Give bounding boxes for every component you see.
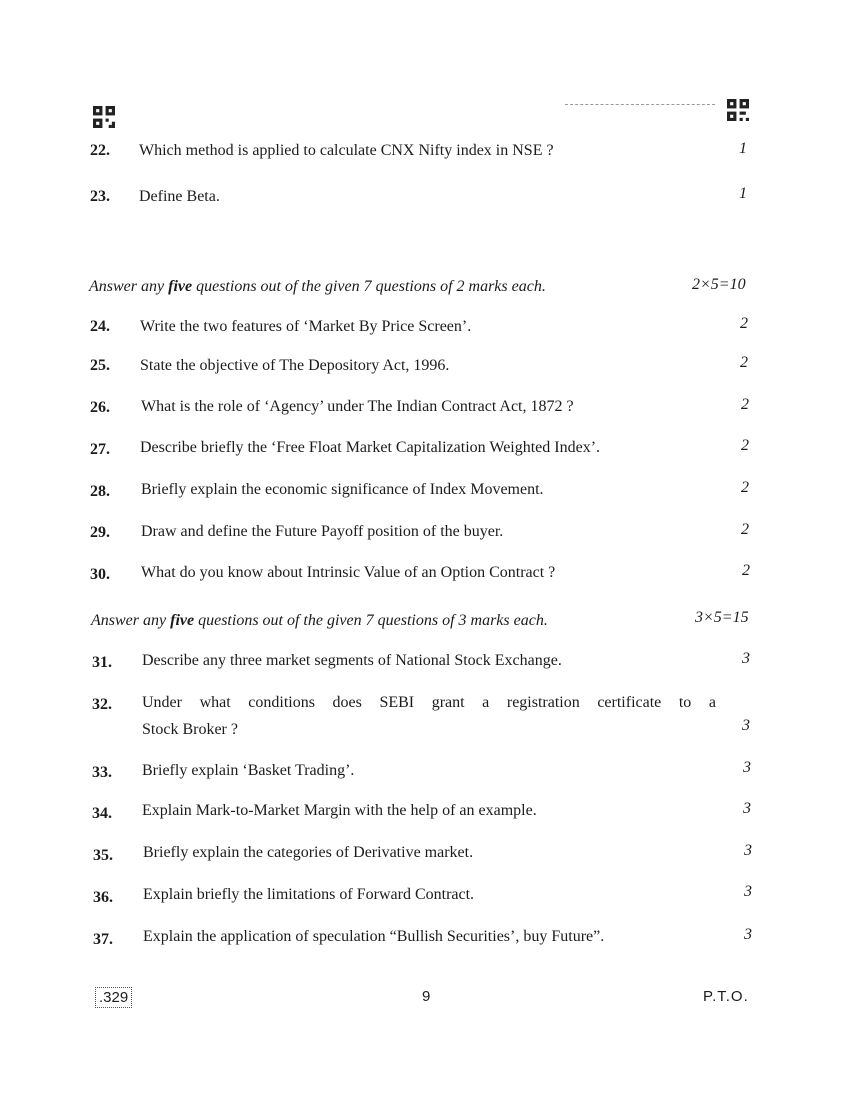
- question-text: Explain briefly the limitations of Forward Contract.: [143, 886, 475, 903]
- question-marks: 3: [744, 926, 752, 943]
- question-text: Explain Mark-to-Market Margin with the help of an example.: [142, 802, 537, 819]
- question-marks: 2: [741, 479, 749, 496]
- question-text: Briefly explain the categories of Derivative market.: [143, 844, 474, 861]
- question-marks: 2: [742, 562, 750, 579]
- question-marks: 1: [739, 140, 747, 157]
- question-marks: 2: [741, 437, 749, 454]
- question-marks: 3: [742, 717, 750, 734]
- question-text: State the objective of The Depository Act, 1996.: [140, 357, 450, 374]
- question-text: Draw and define the Future Payoff position of the buyer.: [141, 523, 504, 540]
- question-marks: 3: [744, 842, 752, 859]
- question-number: 31.: [92, 654, 112, 671]
- question-number: 36.: [93, 889, 113, 906]
- paper-code: .329: [95, 987, 132, 1008]
- please-turn-over: P.T.O.: [703, 988, 749, 1005]
- question-number: 24.: [90, 318, 110, 335]
- question-number: 25.: [90, 357, 110, 374]
- question-number: 30.: [90, 566, 110, 583]
- question-marks: 2: [740, 354, 748, 371]
- question-text: Briefly explain ‘Basket Trading’.: [142, 762, 355, 779]
- question-number: 28.: [90, 483, 110, 500]
- question-marks: 3: [743, 800, 751, 817]
- question-text: Which method is applied to calculate CNX Nifty index in NSE ?: [139, 142, 554, 159]
- instruction-text: Answer any five questions out of the given 7 questions of 2 marks each.: [89, 278, 546, 295]
- question-number: 32.: [92, 696, 112, 713]
- question-text: Explain the application of speculation “Bullish Securities’, buy Future”.: [143, 928, 605, 945]
- question-number: 29.: [90, 524, 110, 541]
- qr-code-icon: [93, 106, 115, 128]
- question-marks: 3: [744, 883, 752, 900]
- question-text: Describe briefly the ‘Free Float Market Capitalization Weighted Index’.: [140, 439, 601, 456]
- question-number: 26.: [90, 399, 110, 416]
- question-marks: 3: [742, 650, 750, 667]
- header-dashed-line: [565, 104, 715, 105]
- question-text: What do you know about Intrinsic Value of an Option Contract ?: [141, 564, 556, 581]
- question-text: Briefly explain the economic significance of Index Movement.: [141, 481, 544, 498]
- question-text: Under what conditions does SEBI grant a registration certificate to a: [142, 694, 716, 711]
- question-text-continued: Stock Broker ?: [142, 721, 238, 738]
- question-text: Define Beta.: [139, 188, 220, 205]
- question-number: 27.: [90, 441, 110, 458]
- question-text: Describe any three market segments of National Stock Exchange.: [142, 652, 562, 669]
- question-text: What is the role of ‘Agency’ under The Indian Contract Act, 1872 ?: [141, 398, 574, 415]
- question-marks: 2: [741, 521, 749, 538]
- question-marks: 2: [740, 315, 748, 332]
- section-total-marks: 3×5=15: [695, 609, 749, 626]
- question-number: 35.: [93, 847, 113, 864]
- section-total-marks: 2×5=10: [692, 276, 746, 293]
- instruction-text: Answer any five questions out of the given 7 questions of 3 marks each.: [91, 612, 548, 629]
- question-number: 33.: [92, 764, 112, 781]
- question-number: 34.: [92, 805, 112, 822]
- question-marks: 2: [741, 396, 749, 413]
- question-number: 23.: [90, 188, 110, 205]
- question-marks: 3: [743, 759, 751, 776]
- question-number: 37.: [93, 931, 113, 948]
- question-marks: 1: [739, 185, 747, 202]
- question-text: Write the two features of ‘Market By Price Screen’.: [140, 318, 472, 335]
- question-number: 22.: [90, 142, 110, 159]
- qr-code-icon: [727, 99, 749, 121]
- page-number: 9: [422, 988, 431, 1005]
